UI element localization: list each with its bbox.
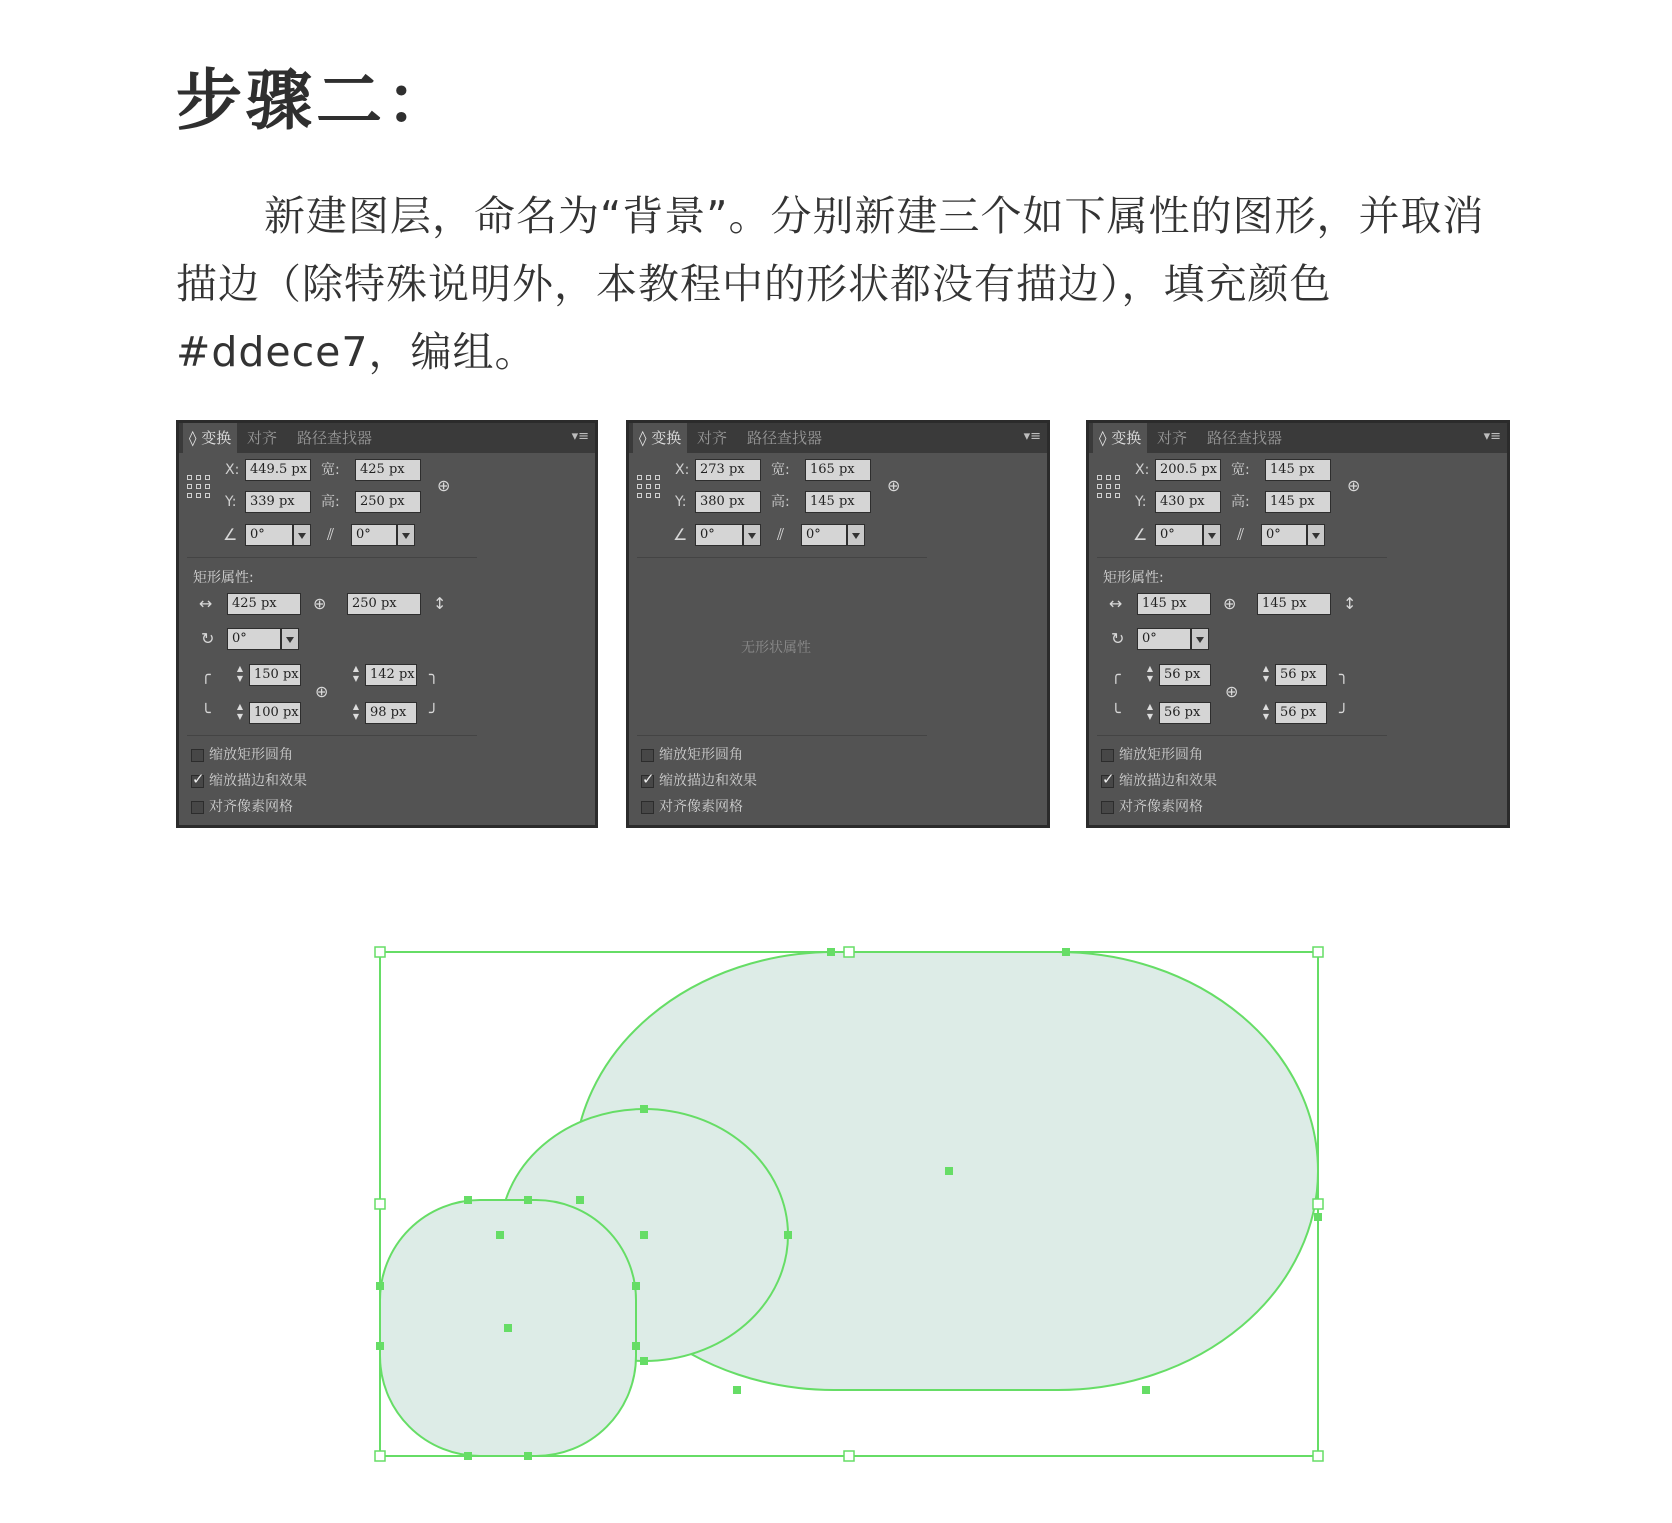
scale-corners-label: 缩放矩形圆角 [209, 747, 293, 763]
spinner-br[interactable]: ▲ ▼ [352, 702, 360, 721]
height-field[interactable]: 145 px [1265, 491, 1331, 513]
rect-width-field[interactable]: 425 px [227, 593, 301, 615]
constrain-proportions-icon[interactable]: ⊕ [887, 476, 901, 495]
rotation-field[interactable]: 0° [227, 628, 281, 650]
scale-corners-checkbox[interactable] [1101, 749, 1114, 762]
anchor-point [632, 1342, 640, 1350]
anchor-point [945, 1167, 953, 1175]
tab-align[interactable]: 对齐 [697, 429, 728, 447]
tab-transform[interactable]: ◊ 变换 [183, 423, 237, 453]
corner-tr-icon: ╮ [429, 665, 439, 684]
align-pixel-grid-label: 对齐像素网格 [209, 799, 293, 815]
spinner-tr[interactable]: ▲ ▼ [352, 664, 360, 683]
width-field[interactable]: 165 px [805, 459, 871, 481]
align-pixel-grid-checkbox[interactable] [641, 801, 654, 814]
tab-align[interactable]: 对齐 [247, 429, 278, 447]
rect-width-field[interactable]: 145 px [1137, 593, 1211, 615]
transform-panel-large-rect [176, 420, 598, 828]
scale-corners-label: 缩放矩形圆角 [659, 747, 743, 763]
divider [187, 735, 477, 736]
width-field[interactable]: 145 px [1265, 459, 1331, 481]
panel-tabbar [179, 423, 595, 453]
y-field[interactable]: 380 px [695, 491, 761, 513]
shear-dropdown[interactable] [847, 524, 865, 546]
anchor-point [524, 1452, 532, 1460]
scale-corners-checkbox[interactable] [641, 749, 654, 762]
spinner-br[interactable]: ▲ ▼ [1262, 702, 1270, 721]
rotation-field[interactable]: 0° [1137, 628, 1191, 650]
anchor-point [640, 1357, 648, 1365]
handle-top-left [375, 947, 385, 957]
align-pixel-grid-checkbox[interactable] [191, 801, 204, 814]
shear-dropdown[interactable] [1307, 524, 1325, 546]
tab-pathfinder[interactable]: 路径查找器 [297, 429, 373, 447]
rect-width-icon: ↔ [199, 594, 213, 613]
corner-tr-icon: ╮ [1339, 665, 1349, 684]
radius-br-field[interactable]: 56 px [1275, 702, 1327, 724]
width-field[interactable]: 425 px [355, 459, 421, 481]
rect-properties-label: 矩形属性: [1103, 570, 1164, 586]
width-label: 宽: [771, 462, 790, 478]
transform-panel-ellipse [626, 420, 1050, 828]
angle-field[interactable]: 0° [1155, 524, 1203, 546]
radius-bl-field[interactable]: 100 px [249, 702, 301, 724]
panel-tabbar [1089, 423, 1507, 453]
corner-link-icon[interactable]: ⊕ [1225, 682, 1239, 701]
scale-strokes-checkbox[interactable] [641, 775, 654, 788]
handle-bottom-left [375, 1451, 385, 1461]
anchor-point [1142, 1386, 1150, 1394]
tab-transform[interactable]: ◊ 变换 [1093, 423, 1147, 453]
handle-top-right [1313, 947, 1323, 957]
anchor-point [640, 1231, 648, 1239]
rotation-dropdown[interactable] [281, 628, 299, 650]
angle-icon: ∠ [673, 525, 688, 544]
scale-strokes-checkbox[interactable] [1101, 775, 1114, 788]
radius-tr-field[interactable]: 142 px [365, 664, 417, 686]
spinner-tl[interactable]: ▲ ▼ [236, 664, 244, 683]
x-label: X: [225, 462, 240, 478]
divider [637, 735, 927, 736]
align-pixel-grid-checkbox[interactable] [1101, 801, 1114, 814]
height-field[interactable]: 250 px [355, 491, 421, 513]
angle-icon: ∠ [1133, 525, 1148, 544]
y-label: Y: [225, 494, 237, 510]
scale-corners-label: 缩放矩形圆角 [1119, 747, 1203, 763]
shear-dropdown[interactable] [397, 524, 415, 546]
shear-field[interactable]: 0° [801, 524, 847, 546]
corner-bl-icon: ╰ [201, 703, 211, 722]
x-label: X: [675, 462, 690, 478]
rect-height-field[interactable]: 145 px [1257, 593, 1331, 615]
rotation-icon: ↻ [201, 629, 215, 648]
divider [1097, 557, 1387, 558]
anchor-point [576, 1196, 584, 1204]
radius-tl-field[interactable]: 150 px [249, 664, 301, 686]
corner-link-icon[interactable]: ⊕ [315, 682, 329, 701]
reference-point-icon[interactable] [1097, 475, 1121, 499]
tab-pathfinder[interactable]: 路径查找器 [747, 429, 823, 447]
divider [1097, 735, 1387, 736]
shear-icon: ⫽ [777, 525, 785, 544]
anchor-point [1062, 948, 1070, 956]
x-label: X: [1135, 462, 1150, 478]
corner-br-icon: ╯ [1339, 703, 1349, 722]
height-label: 高: [1231, 494, 1250, 510]
link-icon[interactable]: ⊕ [313, 594, 327, 613]
scale-strokes-label: 缩放描边和效果 [659, 773, 757, 789]
artboard-canvas[interactable] [360, 930, 1330, 1490]
reference-point-icon[interactable] [187, 475, 211, 499]
y-label: Y: [1135, 494, 1147, 510]
anchor-point [1314, 1213, 1322, 1221]
handle-middle-right [1313, 1199, 1323, 1209]
spinner-tl[interactable]: ▲ ▼ [1146, 664, 1154, 683]
step-title: 步骤二： [176, 62, 456, 139]
spinner-bl[interactable]: ▲ ▼ [236, 702, 244, 721]
angle-field[interactable]: 0° [695, 524, 743, 546]
corner-bl-icon: ╰ [1111, 703, 1121, 722]
angle-dropdown[interactable] [293, 524, 311, 546]
shear-icon: ⫽ [327, 525, 335, 544]
scale-corners-checkbox[interactable] [191, 749, 204, 762]
corner-br-icon: ╯ [429, 703, 439, 722]
anchor-point [640, 1105, 648, 1113]
x-field[interactable]: 273 px [695, 459, 761, 481]
spinner-bl[interactable]: ▲ ▼ [1146, 702, 1154, 721]
width-label: 宽: [321, 462, 340, 478]
constrain-proportions-icon[interactable]: ⊕ [437, 476, 451, 495]
align-pixel-grid-label: 对齐像素网格 [659, 799, 743, 815]
rect-height-icon: ↕ [433, 594, 447, 613]
shear-field[interactable]: 0° [351, 524, 397, 546]
reference-point-icon[interactable] [637, 475, 661, 499]
panel-menu-icon[interactable]: ▾≡ [1483, 429, 1501, 444]
spinner-tr[interactable]: ▲ ▼ [1262, 664, 1270, 683]
y-field[interactable]: 339 px [245, 491, 311, 513]
x-field[interactable]: 200.5 px [1155, 459, 1221, 481]
height-label: 高: [321, 494, 340, 510]
divider [637, 557, 927, 558]
transform-panel-small-rect [1086, 420, 1510, 828]
y-field[interactable]: 430 px [1155, 491, 1221, 513]
shear-field[interactable]: 0° [1261, 524, 1307, 546]
height-label: 高: [771, 494, 790, 510]
anchor-point [524, 1196, 532, 1204]
radius-tl-field[interactable]: 56 px [1159, 664, 1211, 686]
radius-bl-field[interactable]: 56 px [1159, 702, 1211, 724]
angle-field[interactable]: 0° [245, 524, 293, 546]
link-icon[interactable]: ⊕ [1223, 594, 1237, 613]
anchor-point [632, 1282, 640, 1290]
anchor-point [784, 1231, 792, 1239]
anchor-point [496, 1231, 504, 1239]
handle-middle-left [375, 1199, 385, 1209]
scale-strokes-label: 缩放描边和效果 [1119, 773, 1217, 789]
rect-height-field[interactable]: 250 px [347, 593, 421, 615]
constrain-proportions-icon[interactable]: ⊕ [1347, 476, 1361, 495]
scale-strokes-label: 缩放描边和效果 [209, 773, 307, 789]
corner-tl-icon: ╭ [1111, 665, 1121, 684]
anchor-point [827, 948, 835, 956]
rect-height-icon: ↕ [1343, 594, 1357, 613]
anchor-point [504, 1324, 512, 1332]
align-pixel-grid-label: 对齐像素网格 [1119, 799, 1203, 815]
anchor-point [376, 1342, 384, 1350]
tab-pathfinder[interactable]: 路径查找器 [1207, 429, 1283, 447]
handle-top-middle [844, 947, 854, 957]
divider [187, 557, 477, 558]
anchor-point [733, 1386, 741, 1394]
panel-menu-icon[interactable]: ▾≡ [1023, 429, 1041, 444]
anchor-point [464, 1196, 472, 1204]
panel-menu-icon[interactable]: ▾≡ [571, 429, 589, 444]
anchor-point [376, 1282, 384, 1290]
rotation-icon: ↻ [1111, 629, 1125, 648]
corner-tl-icon: ╭ [201, 665, 211, 684]
scale-strokes-checkbox[interactable] [191, 775, 204, 788]
no-shape-properties-text: 无形状属性 [741, 640, 811, 656]
rotation-dropdown[interactable] [1191, 628, 1209, 650]
angle-dropdown[interactable] [743, 524, 761, 546]
background-group[interactable] [380, 952, 1318, 1456]
x-field[interactable]: 449.5 px [245, 459, 311, 481]
height-field[interactable]: 145 px [805, 491, 871, 513]
rect-properties-label: 矩形属性: [193, 570, 254, 586]
shear-icon: ⫽ [1237, 525, 1245, 544]
panel-tabbar [629, 423, 1047, 453]
handle-bottom-right [1313, 1451, 1323, 1461]
handle-bottom-middle [844, 1451, 854, 1461]
y-label: Y: [675, 494, 687, 510]
radius-br-field[interactable]: 98 px [365, 702, 417, 724]
rect-width-icon: ↔ [1109, 594, 1123, 613]
angle-dropdown[interactable] [1203, 524, 1221, 546]
radius-tr-field[interactable]: 56 px [1275, 664, 1327, 686]
width-label: 宽: [1231, 462, 1250, 478]
angle-icon: ∠ [223, 525, 238, 544]
instruction-paragraph: 新建图层，命名为“背景”。分别新建三个如下属性的图形，并取消描边（除特殊说明外，本教程中的形状都没有描边），填充颜色 #ddece7，编组。 [176, 192, 1485, 376]
tab-transform[interactable]: ◊ 变换 [633, 423, 687, 453]
anchor-point [464, 1452, 472, 1460]
tab-align[interactable]: 对齐 [1157, 429, 1188, 447]
